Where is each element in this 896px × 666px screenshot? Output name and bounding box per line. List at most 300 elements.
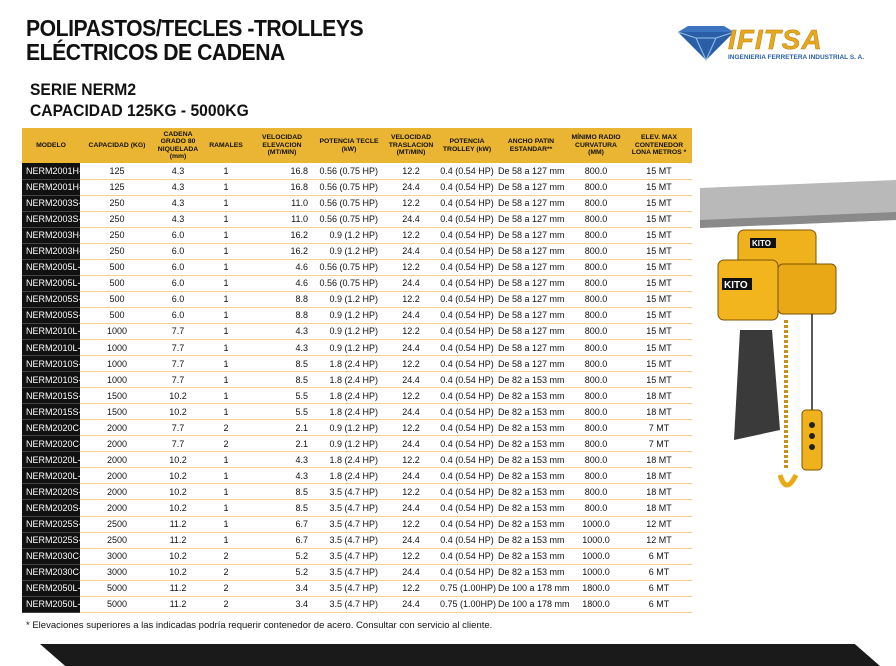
- table-cell: 2000: [80, 436, 154, 452]
- table-cell: 0.4 (0.54 HP): [438, 484, 496, 500]
- table-cell: 18 MT: [626, 404, 692, 420]
- table-cell: 1000: [80, 356, 154, 372]
- table-cell: 11.0: [250, 211, 314, 227]
- table-cell: 24.4: [384, 436, 438, 452]
- table-cell: 3.5 (4.7 HP): [314, 580, 384, 596]
- table-cell: 18 MT: [626, 452, 692, 468]
- table-row: [22, 307, 692, 323]
- table-cell: 1500: [80, 404, 154, 420]
- table-cell: 3000: [80, 548, 154, 564]
- table-cell: 24.4: [384, 340, 438, 356]
- table-cell: 0.4 (0.54 HP): [438, 227, 496, 243]
- table-cell: 1.8 (2.4 HP): [314, 468, 384, 484]
- table-cell: 15 MT: [626, 195, 692, 211]
- model-cell: NERM2030C-S: [22, 564, 80, 580]
- table-cell: 1: [202, 163, 250, 179]
- table-cell: 11.2: [154, 516, 202, 532]
- table-cell: 6.0: [154, 227, 202, 243]
- table-cell: De 58 a 127 mm: [496, 179, 566, 195]
- table-cell: 8.5: [250, 484, 314, 500]
- table-cell: 16.2: [250, 227, 314, 243]
- table-cell: 1000.0: [566, 548, 626, 564]
- table-cell: 1800.0: [566, 596, 626, 612]
- table-row: [22, 532, 692, 548]
- table-cell: 1: [202, 243, 250, 259]
- table-cell: 0.4 (0.54 HP): [438, 340, 496, 356]
- table-cell: 24.4: [384, 404, 438, 420]
- table-cell: De 58 a 127 mm: [496, 323, 566, 339]
- table-cell: 24.4: [384, 275, 438, 291]
- table-cell: 3.5 (4.7 HP): [314, 500, 384, 516]
- model-cell: NERM2025S-S: [22, 532, 80, 548]
- table-cell: 2500: [80, 532, 154, 548]
- model-cell: NERM2015S-S: [22, 404, 80, 420]
- table-cell: 2: [202, 596, 250, 612]
- table-cell: 3.5 (4.7 HP): [314, 548, 384, 564]
- table-cell: 8.8: [250, 291, 314, 307]
- table-cell: 2.1: [250, 436, 314, 452]
- column-header: POTENCIA TECLE (kW): [314, 128, 384, 163]
- table-cell: 18 MT: [626, 388, 692, 404]
- table-cell: 0.4 (0.54 HP): [438, 163, 496, 179]
- table-cell: 1.8 (2.4 HP): [314, 356, 384, 372]
- column-header: ELEV. MAX CONTENEDOR LONA METROS *: [626, 128, 692, 163]
- model-cell: NERM2020C-L: [22, 420, 80, 436]
- column-header: POTENCIA TROLLEY (kW): [438, 128, 496, 163]
- table-row: [22, 179, 692, 195]
- diamond-icon: [676, 26, 736, 62]
- table-cell: 4.3: [154, 163, 202, 179]
- table-cell: 6.0: [154, 291, 202, 307]
- table-cell: 0.4 (0.54 HP): [438, 211, 496, 227]
- table-cell: De 82 a 153 mm: [496, 388, 566, 404]
- table-cell: 1500: [80, 388, 154, 404]
- table-cell: 3.5 (4.7 HP): [314, 516, 384, 532]
- table-cell: 500: [80, 307, 154, 323]
- table-cell: 1: [202, 323, 250, 339]
- table-row: [22, 564, 692, 580]
- table-cell: 1: [202, 291, 250, 307]
- table-row: [22, 404, 692, 420]
- model-cell: NERM2003H-L: [22, 227, 80, 243]
- table-cell: 4.3: [250, 323, 314, 339]
- page-title: [26, 16, 363, 64]
- table-cell: 0.4 (0.54 HP): [438, 500, 496, 516]
- table-cell: 7.7: [154, 372, 202, 388]
- hoist-brand: KITO: [752, 239, 771, 248]
- table-cell: 0.4 (0.54 HP): [438, 372, 496, 388]
- table-cell: De 58 a 127 mm: [496, 243, 566, 259]
- table-cell: 24.4: [384, 243, 438, 259]
- table-cell: 18 MT: [626, 500, 692, 516]
- table-cell: De 82 a 153 mm: [496, 500, 566, 516]
- table-cell: 7.7: [154, 340, 202, 356]
- table-cell: 0.4 (0.54 HP): [438, 259, 496, 275]
- table-cell: 6 MT: [626, 564, 692, 580]
- table-cell: 2000: [80, 468, 154, 484]
- table-cell: De 58 a 127 mm: [496, 307, 566, 323]
- table-cell: 11.2: [154, 580, 202, 596]
- table-cell: 0.9 (1.2 HP): [314, 436, 384, 452]
- model-cell: NERM2003H-S: [22, 243, 80, 259]
- table-cell: 0.56 (0.75 HP): [314, 275, 384, 291]
- table-cell: 15 MT: [626, 179, 692, 195]
- table-cell: 3.5 (4.7 HP): [314, 484, 384, 500]
- table-cell: 24.4: [384, 179, 438, 195]
- table-cell: 4.3: [250, 452, 314, 468]
- table-row: [22, 468, 692, 484]
- table-row: [22, 275, 692, 291]
- table-cell: 10.2: [154, 564, 202, 580]
- table-cell: 2: [202, 436, 250, 452]
- column-header: MÍNIMO RADIO CURVATURA (MM): [566, 128, 626, 163]
- table-row: [22, 484, 692, 500]
- table-cell: De 82 a 153 mm: [496, 564, 566, 580]
- model-cell: NERM2020L-L: [22, 452, 80, 468]
- table-cell: 1800.0: [566, 580, 626, 596]
- table-row: [22, 163, 692, 179]
- table-cell: 800.0: [566, 404, 626, 420]
- column-header: RAMALES: [202, 128, 250, 163]
- table-cell: 125: [80, 179, 154, 195]
- table-cell: 0.4 (0.54 HP): [438, 404, 496, 420]
- table-cell: 1000: [80, 340, 154, 356]
- table-cell: 0.4 (0.54 HP): [438, 516, 496, 532]
- table-cell: 0.4 (0.54 HP): [438, 420, 496, 436]
- table-cell: 1: [202, 307, 250, 323]
- table-cell: 250: [80, 227, 154, 243]
- model-cell: NERM2020S-L: [22, 484, 80, 500]
- table-cell: 1: [202, 452, 250, 468]
- table-cell: 0.9 (1.2 HP): [314, 291, 384, 307]
- table-cell: 10.2: [154, 468, 202, 484]
- table-cell: De 82 a 153 mm: [496, 404, 566, 420]
- table-cell: 1000: [80, 372, 154, 388]
- table-cell: 4.3: [250, 340, 314, 356]
- table-cell: 3000: [80, 564, 154, 580]
- table-cell: 5000: [80, 596, 154, 612]
- model-cell: NERM2010L-S: [22, 340, 80, 356]
- table-cell: 3.4: [250, 596, 314, 612]
- table-cell: 6.7: [250, 516, 314, 532]
- table-cell: De 82 a 153 mm: [496, 452, 566, 468]
- footer-bar: [40, 644, 880, 666]
- table-cell: 1: [202, 356, 250, 372]
- table-cell: De 82 a 153 mm: [496, 484, 566, 500]
- table-cell: De 82 a 153 mm: [496, 436, 566, 452]
- column-header: VELOCIDAD TRASLACION (MT/MIN): [384, 128, 438, 163]
- specs-table: [22, 128, 692, 613]
- table-cell: 15 MT: [626, 372, 692, 388]
- table-cell: 1: [202, 340, 250, 356]
- table-cell: 12.2: [384, 580, 438, 596]
- table-cell: 10.2: [154, 548, 202, 564]
- table-row: [22, 227, 692, 243]
- table-cell: 800.0: [566, 259, 626, 275]
- table-cell: 15 MT: [626, 356, 692, 372]
- table-cell: 800.0: [566, 420, 626, 436]
- table-cell: 12.2: [384, 484, 438, 500]
- table-cell: 12.2: [384, 195, 438, 211]
- table-cell: 0.4 (0.54 HP): [438, 179, 496, 195]
- table-cell: 7 MT: [626, 436, 692, 452]
- table-cell: 0.4 (0.54 HP): [438, 307, 496, 323]
- table-cell: De 58 a 127 mm: [496, 275, 566, 291]
- table-cell: 1: [202, 195, 250, 211]
- table-cell: 0.56 (0.75 HP): [314, 195, 384, 211]
- table-cell: 1: [202, 532, 250, 548]
- table-cell: 12.2: [384, 548, 438, 564]
- table-cell: 0.4 (0.54 HP): [438, 548, 496, 564]
- table-cell: 15 MT: [626, 323, 692, 339]
- table-cell: 0.9 (1.2 HP): [314, 307, 384, 323]
- table-cell: 10.2: [154, 452, 202, 468]
- table-cell: 800.0: [566, 227, 626, 243]
- table-cell: 0.75 (1.00HP): [438, 596, 496, 612]
- table-cell: 5.5: [250, 404, 314, 420]
- table-cell: 1.8 (2.4 HP): [314, 452, 384, 468]
- table-cell: 1: [202, 404, 250, 420]
- model-cell: NERM2015S-L: [22, 388, 80, 404]
- table-cell: 10.2: [154, 388, 202, 404]
- table-cell: 6 MT: [626, 548, 692, 564]
- table-cell: 0.9 (1.2 HP): [314, 340, 384, 356]
- table-row: [22, 211, 692, 227]
- table-cell: De 58 a 127 mm: [496, 227, 566, 243]
- column-header: CAPACIDAD (KG): [80, 128, 154, 163]
- table-cell: 3.5 (4.7 HP): [314, 532, 384, 548]
- logo-wordmark: IFITSA: [728, 24, 823, 55]
- model-cell: NERM2001H-S: [22, 179, 80, 195]
- table-cell: 12 MT: [626, 532, 692, 548]
- table-row: [22, 340, 692, 356]
- table-cell: De 82 a 153 mm: [496, 548, 566, 564]
- table-cell: 2000: [80, 452, 154, 468]
- table-cell: 1: [202, 388, 250, 404]
- table-cell: 1: [202, 211, 250, 227]
- table-cell: 15 MT: [626, 163, 692, 179]
- table-cell: 800.0: [566, 340, 626, 356]
- table-cell: 1.8 (2.4 HP): [314, 388, 384, 404]
- table-cell: 0.4 (0.54 HP): [438, 195, 496, 211]
- table-row: [22, 548, 692, 564]
- table-row: [22, 323, 692, 339]
- table-cell: 6.0: [154, 307, 202, 323]
- table-row: [22, 516, 692, 532]
- table-row: [22, 372, 692, 388]
- table-cell: 800.0: [566, 179, 626, 195]
- table-cell: 0.4 (0.54 HP): [438, 356, 496, 372]
- table-cell: 12 MT: [626, 516, 692, 532]
- table-cell: 24.4: [384, 596, 438, 612]
- table-cell: 1: [202, 516, 250, 532]
- table-cell: 500: [80, 259, 154, 275]
- table-cell: 4.3: [154, 195, 202, 211]
- table-cell: De 82 a 153 mm: [496, 420, 566, 436]
- table-cell: 1000.0: [566, 516, 626, 532]
- model-cell: NERM2030C-L: [22, 548, 80, 564]
- table-cell: 24.4: [384, 532, 438, 548]
- table-cell: 10.2: [154, 500, 202, 516]
- table-cell: 800.0: [566, 436, 626, 452]
- table-cell: 3.5 (4.7 HP): [314, 564, 384, 580]
- model-cell: NERM2005L-L: [22, 259, 80, 275]
- table-cell: De 82 a 153 mm: [496, 532, 566, 548]
- table-cell: 8.5: [250, 356, 314, 372]
- table-cell: 7.7: [154, 436, 202, 452]
- model-cell: NERM2001H-L: [22, 163, 80, 179]
- table-cell: 0.4 (0.54 HP): [438, 275, 496, 291]
- table-cell: 1.8 (2.4 HP): [314, 404, 384, 420]
- title-line-2: ELÉCTRICOS DE CADENA: [26, 39, 285, 65]
- table-cell: 800.0: [566, 243, 626, 259]
- table-cell: 0.4 (0.54 HP): [438, 452, 496, 468]
- table-cell: De 100 a 178 mm: [496, 596, 566, 612]
- table-cell: 0.4 (0.54 HP): [438, 291, 496, 307]
- table-cell: 800.0: [566, 388, 626, 404]
- table-cell: 1: [202, 179, 250, 195]
- table-cell: 4.6: [250, 275, 314, 291]
- table-cell: 1: [202, 468, 250, 484]
- table-row: [22, 243, 692, 259]
- table-cell: 2: [202, 420, 250, 436]
- table-cell: 10.2: [154, 484, 202, 500]
- table-cell: 15 MT: [626, 307, 692, 323]
- column-header: CADENA GRADO 80 NIQUELADA (mm): [154, 128, 202, 163]
- table-cell: 11.2: [154, 532, 202, 548]
- series-label: SERIE NERM2: [30, 80, 137, 99]
- table-cell: De 58 a 127 mm: [496, 340, 566, 356]
- table-cell: 0.4 (0.54 HP): [438, 243, 496, 259]
- table-cell: De 82 a 153 mm: [496, 516, 566, 532]
- table-cell: De 58 a 127 mm: [496, 356, 566, 372]
- model-cell: NERM2005L-S: [22, 275, 80, 291]
- table-cell: 0.9 (1.2 HP): [314, 420, 384, 436]
- table-cell: 24.4: [384, 500, 438, 516]
- table-cell: 800.0: [566, 163, 626, 179]
- table-row: [22, 388, 692, 404]
- table-cell: 18 MT: [626, 468, 692, 484]
- table-row: [22, 452, 692, 468]
- table-row: [22, 291, 692, 307]
- table-row: [22, 259, 692, 275]
- table-cell: 800.0: [566, 468, 626, 484]
- table-cell: 7 MT: [626, 420, 692, 436]
- table-cell: 15 MT: [626, 340, 692, 356]
- table-cell: 1000: [80, 323, 154, 339]
- table-cell: 800.0: [566, 275, 626, 291]
- table-cell: 5.2: [250, 548, 314, 564]
- table-cell: De 58 a 127 mm: [496, 259, 566, 275]
- table-cell: 0.4 (0.54 HP): [438, 564, 496, 580]
- table-cell: 1: [202, 259, 250, 275]
- table-cell: 1: [202, 372, 250, 388]
- table-cell: 12.2: [384, 291, 438, 307]
- table-cell: 1: [202, 484, 250, 500]
- table-cell: 500: [80, 291, 154, 307]
- model-cell: NERM2020L-S: [22, 468, 80, 484]
- table-cell: 12.2: [384, 163, 438, 179]
- column-header: MODELO: [22, 128, 80, 163]
- table-cell: 800.0: [566, 291, 626, 307]
- table-cell: 6 MT: [626, 580, 692, 596]
- table-cell: 12.2: [384, 388, 438, 404]
- table-cell: 16.8: [250, 163, 314, 179]
- table-row: [22, 195, 692, 211]
- table-cell: 0.4 (0.54 HP): [438, 323, 496, 339]
- model-cell: NERM2050L-S: [22, 596, 80, 612]
- table-cell: 1000.0: [566, 532, 626, 548]
- table-cell: 125: [80, 163, 154, 179]
- table-cell: 24.4: [384, 372, 438, 388]
- model-cell: NERM2005S-L: [22, 291, 80, 307]
- table-cell: 0.9 (1.2 HP): [314, 227, 384, 243]
- table-cell: 16.2: [250, 243, 314, 259]
- table-cell: 15 MT: [626, 211, 692, 227]
- title-line-1: POLIPASTOS/TECLES -TROLLEYS: [26, 15, 364, 41]
- table-row: [22, 500, 692, 516]
- table-cell: 15 MT: [626, 259, 692, 275]
- capacity-range: CAPACIDAD 125KG - 5000KG: [30, 101, 249, 120]
- table-cell: 1: [202, 227, 250, 243]
- table-cell: 1.8 (2.4 HP): [314, 372, 384, 388]
- table-cell: 7.7: [154, 420, 202, 436]
- table-cell: 6.0: [154, 243, 202, 259]
- table-cell: 2.1: [250, 420, 314, 436]
- table-cell: 15 MT: [626, 291, 692, 307]
- table-cell: 0.4 (0.54 HP): [438, 468, 496, 484]
- table-cell: De 82 a 153 mm: [496, 372, 566, 388]
- table-cell: De 58 a 127 mm: [496, 163, 566, 179]
- table-cell: 10.2: [154, 404, 202, 420]
- table-cell: 800.0: [566, 452, 626, 468]
- model-cell: NERM2005S-S: [22, 307, 80, 323]
- table-cell: 4.3: [154, 211, 202, 227]
- table-cell: 0.4 (0.54 HP): [438, 532, 496, 548]
- table-cell: 15 MT: [626, 275, 692, 291]
- table-cell: 4.6: [250, 259, 314, 275]
- table-cell: 800.0: [566, 323, 626, 339]
- table-cell: 7.7: [154, 323, 202, 339]
- table-cell: 800.0: [566, 307, 626, 323]
- table-cell: 250: [80, 195, 154, 211]
- table-cell: 7.7: [154, 356, 202, 372]
- table-cell: 2000: [80, 420, 154, 436]
- footnote: * Elevaciones superiores a las indicadas podría requerir contenedor de acero. Consultar con servicio al cliente.: [26, 620, 493, 631]
- table-cell: 18 MT: [626, 484, 692, 500]
- table-cell: 24.4: [384, 564, 438, 580]
- table-cell: 2: [202, 548, 250, 564]
- table-row: [22, 356, 692, 372]
- table-cell: 0.4 (0.54 HP): [438, 388, 496, 404]
- table-cell: 250: [80, 243, 154, 259]
- table-cell: 6 MT: [626, 596, 692, 612]
- table-cell: De 58 a 127 mm: [496, 211, 566, 227]
- table-cell: 2000: [80, 500, 154, 516]
- table-cell: 8.5: [250, 500, 314, 516]
- table-row: [22, 580, 692, 596]
- table-row: [22, 596, 692, 612]
- table-cell: 2000: [80, 484, 154, 500]
- table-cell: 12.2: [384, 356, 438, 372]
- model-cell: NERM2050L-L: [22, 580, 80, 596]
- table-cell: 4.3: [250, 468, 314, 484]
- table-cell: 0.9 (1.2 HP): [314, 243, 384, 259]
- table-cell: 0.9 (1.2 HP): [314, 323, 384, 339]
- table-cell: 500: [80, 275, 154, 291]
- table-cell: 2: [202, 564, 250, 580]
- model-cell: NERM2025S-L: [22, 516, 80, 532]
